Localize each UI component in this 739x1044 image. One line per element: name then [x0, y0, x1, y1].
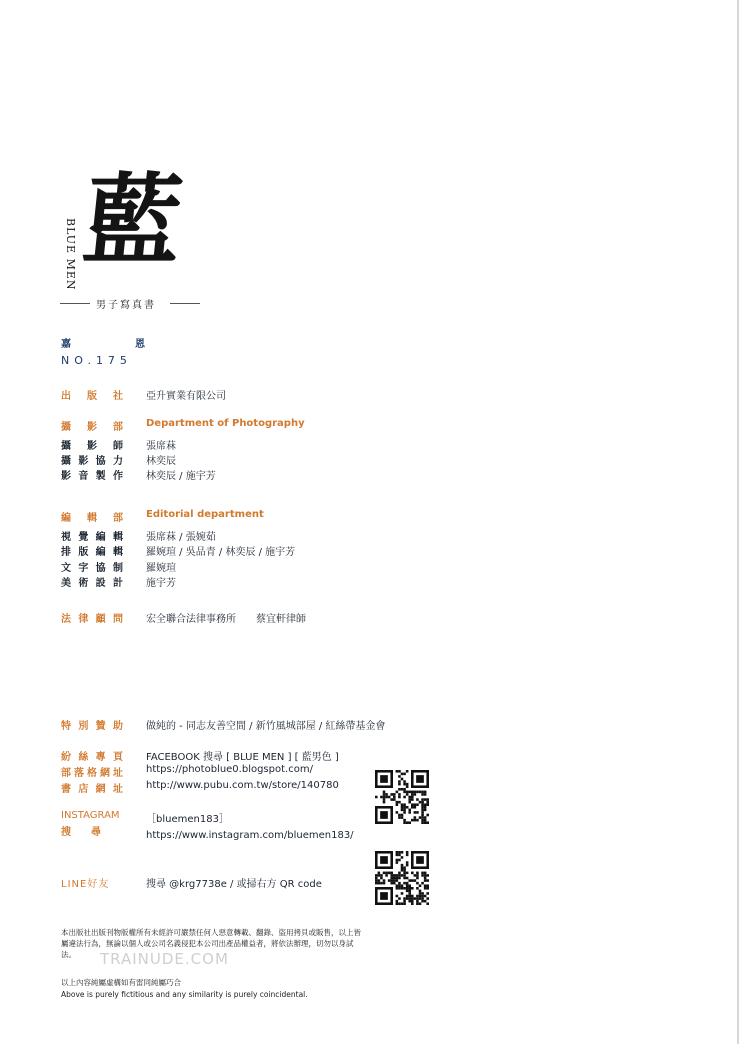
divider — [60, 303, 90, 304]
photo-dept-label: 攝 影 部 — [61, 422, 123, 433]
line-value[interactable]: 搜尋 @krg7738e / 或掃右方 QR code — [146, 879, 322, 890]
blog-link[interactable]: https://photoblue0.blogspot.com/ — [146, 764, 313, 775]
fanpage-label: 紛 絲 專 頁 — [61, 752, 123, 763]
logo-vertical-text: BLUE MEN — [64, 218, 77, 291]
publisher-label: 出 版 社 — [61, 391, 123, 402]
copyright-notice: 本出版社出版刊物版權所有未經許可嚴禁任何人惡意轉載、翻錄、盜用拷貝或販售，以上皆屬違法行為，無論以個人或公司名義侵犯本公司出產品權益者，將依法辦理，切勿以身試法。 — [61, 928, 361, 959]
credit-value: 林奕辰 / 施宇芳 — [146, 471, 216, 482]
credit-label: 攝 影 協 力 — [61, 456, 123, 467]
line-label: LINE好友 — [61, 879, 110, 890]
credit-label: 影 音 製 作 — [61, 471, 123, 482]
legal-advisor-value: 宏全聯合法律事務所 蔡宜軒律師 — [146, 614, 306, 625]
credit-value: 施宇芳 — [146, 578, 176, 589]
credit-value: 羅婉瑄 / 吳品青 / 林奕辰 / 施宇芳 — [146, 547, 296, 558]
issue-number: NO.175 — [61, 354, 132, 367]
blog-label: 部 落 格 網 址 — [61, 768, 123, 779]
logo-glyph: 藍 — [78, 163, 189, 278]
watermark: TRAINUDE.COM — [100, 950, 229, 968]
credit-label: 美 術 設 計 — [61, 578, 123, 589]
credit-value: 張席菻 / 張婉茹 — [146, 532, 216, 543]
logo-subtitle-text: 男子寫真書 — [96, 300, 156, 311]
disclaimer-zh: 以上內容純屬虛構如有雷同純屬巧合 — [61, 978, 181, 987]
credit-label: 攝 影 師 — [61, 441, 123, 452]
credit-label: 排 版 編 輯 — [61, 547, 123, 558]
instagram-link[interactable]: https://www.instagram.com/bluemen183/ — [146, 830, 354, 841]
credit-value: 張席菻 — [146, 441, 176, 452]
credit-label: 文 字 協 制 — [61, 563, 123, 574]
logo-subtitle — [58, 296, 208, 310]
photo-dept-title: Department of Photography — [146, 418, 305, 429]
instagram-label: INSTAGRAM — [61, 810, 120, 821]
editorial-dept-label: 編 輯 部 — [61, 513, 123, 524]
divider — [170, 303, 200, 304]
store-label: 書 店 網 址 — [61, 784, 123, 795]
qr-code-icon[interactable] — [375, 770, 429, 824]
disclaimer-en: Above is purely fictitious and any similarity is purely coincidental. — [61, 990, 308, 999]
sponsor-value: 做純的 - 同志友善空間 / 新竹風城部屋 / 紅絲帶基金會 — [146, 721, 386, 732]
qr-code-icon[interactable] — [375, 851, 429, 905]
credit-value: 林奕辰 — [146, 456, 176, 467]
instagram-search-label: 搜 尋 — [61, 827, 101, 838]
credit-value: 羅婉瑄 — [146, 563, 176, 574]
instagram-handle[interactable]: ［bluemen183］ — [146, 814, 229, 825]
publisher-value: 亞升實業有限公司 — [146, 391, 226, 402]
store-link[interactable]: http://www.pubu.com.tw/store/140780 — [146, 780, 339, 791]
legal-advisor-label: 法 律 顧 問 — [61, 614, 123, 625]
blue-men-logo — [58, 163, 208, 311]
fanpage-value[interactable]: FACEBOOK 搜尋 [ BLUE MEN ] [ 藍男色 ] — [146, 752, 339, 763]
sponsor-label: 特 別 贊 助 — [61, 721, 123, 732]
credit-label: 視 覺 編 輯 — [61, 532, 123, 543]
editorial-dept-title: Editorial department — [146, 509, 264, 520]
